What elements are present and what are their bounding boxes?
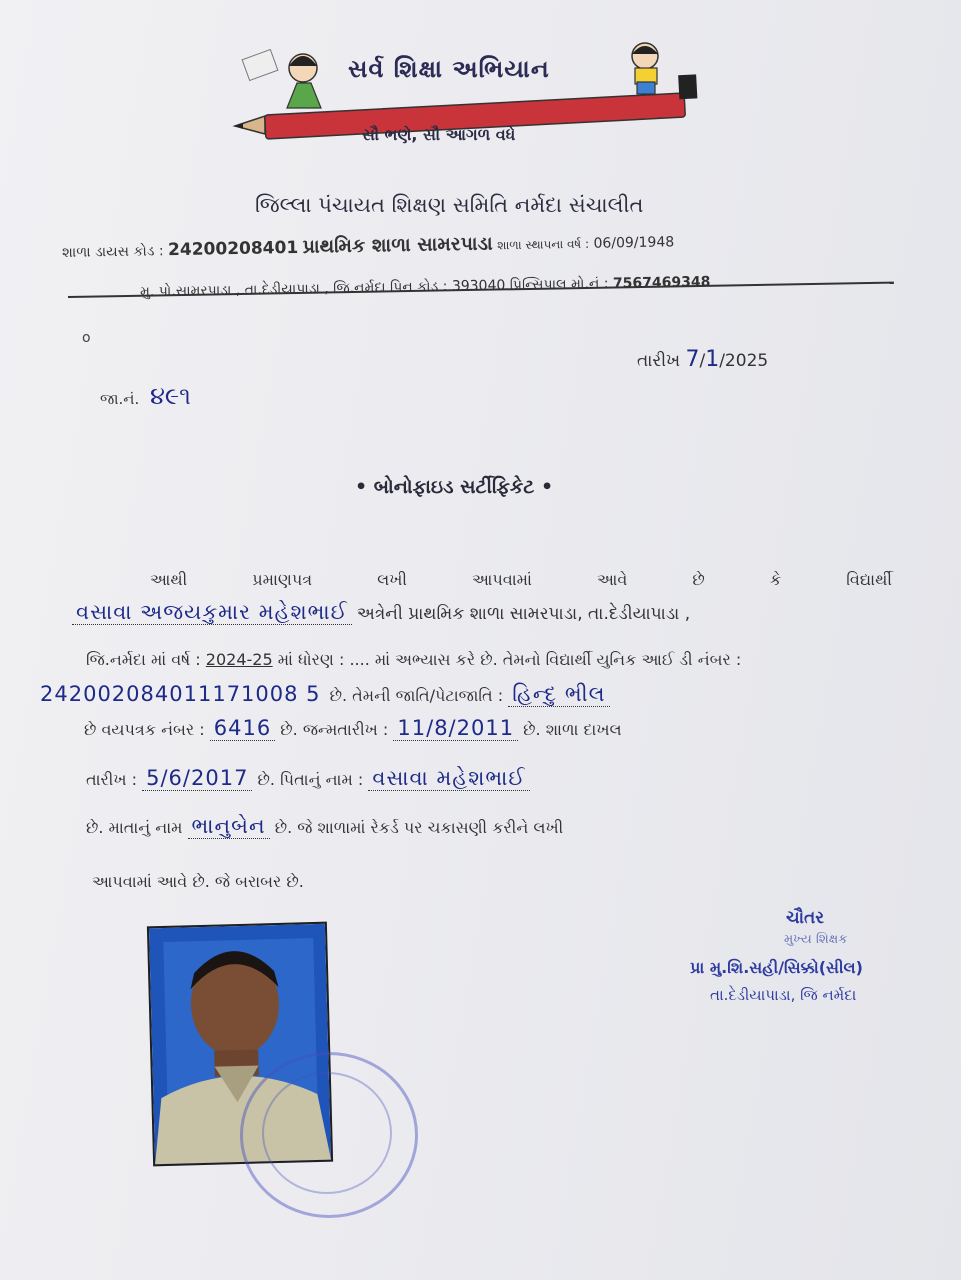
established-label: શાળા સ્થાપના વર્ષ : (497, 236, 590, 253)
school-name: પ્રાથમિક શાળા સામરપાડા (302, 232, 493, 258)
principal-label: પ્રિન્સિપાલ મો.નં : (509, 275, 609, 294)
dise-label: શાળા ડાયસ કોડ : (61, 243, 164, 261)
body-line6 (86, 766, 530, 791)
jn-value: ૪૯૧ (150, 382, 191, 410)
body-line7 (86, 814, 563, 839)
unique-id: 242002084011171008 5 (40, 682, 321, 706)
date-label: તારીખ (637, 351, 681, 371)
admission-label: તારીખ : (86, 770, 138, 789)
stamp-line2: પ્રા મુ.શિ.સહી/સિક્કો(સીલ) (690, 958, 863, 977)
jn-label: જા.નં. (100, 390, 140, 408)
header-line1: જિલ્લા પંચાયત શિક્ષણ સમિતિ નર્મદા સંચાલીત (255, 193, 644, 217)
body-line2 (72, 600, 690, 625)
body-line5 (84, 716, 622, 740)
admission-date: 5/6/2017 (142, 766, 252, 791)
principal-phone: 7567469348 (612, 274, 711, 292)
caste-label: છે. તેમની જાતિ/પેટાજાતિ : (329, 686, 504, 705)
stamp-line3: તા.દેડીયાપાડા, જિ નર્મદા (710, 986, 857, 1004)
academic-year: 2024-25 (205, 650, 273, 669)
father-label: છે. પિતાનું નામ : (257, 770, 364, 789)
body-line7-rest: છે. જે શાળામાં રેકર્ડ પર ચકાસણી કરીને લખી (274, 818, 564, 837)
ring-mark: o (82, 330, 91, 346)
logo-tagline: સૌ ભણે, સૌ આગળ વધે (362, 125, 516, 144)
body-line2-rest: અત્રેની પ્રાથમિક શાળા સામરપાડા, તા.દેડીયાપાડા , (356, 604, 691, 624)
logo-title: સર્વ શિક્ષા અભિયાન (348, 55, 550, 83)
body-line4 (36, 682, 610, 707)
date-year: /2025 (719, 351, 769, 371)
dise-code: 24200208401 (167, 237, 299, 261)
body-line3-rest: માં ધોરણ : .... માં અભ્યાસ કરે છે. તેમનો વિદ્યાર્થી યુનિક આઈ ડી નંબર : (277, 650, 742, 669)
boy-figure-icon (632, 43, 658, 94)
established-date: 06/09/1948 (593, 234, 675, 252)
gr-label: છે વયપત્રક નંબર : (84, 720, 205, 739)
gr-number: 6416 (210, 716, 275, 741)
date: તારીખ 7/1/2025 (637, 347, 769, 372)
father-name: વસાવા મહેશભાઈ (368, 766, 529, 791)
date-of-birth: 11/8/2011 (393, 716, 518, 741)
reference-number (100, 382, 191, 410)
girl-figure-icon (242, 50, 321, 108)
school-seal-inner (262, 1072, 392, 1194)
mother-label: છે. માતાનું નામ (86, 818, 183, 837)
year-label: જિ.નર્મદા માં વર્ષ : (86, 650, 201, 669)
address: મુ. પો.સામરપાડા , તા.દેડીયાપાડા , જિ.નર્મદા પિન કોડ : 393040 (139, 277, 506, 300)
caste-value: હિન્દુ ભીલ (508, 682, 609, 707)
admission-label-start: છે. શાળા દાખલ (523, 720, 622, 739)
date-day: 7 (685, 347, 700, 372)
body-line1: આથી પ્રમાણપત્ર લખી આપવામાં આવે છે કે વિદ્યાર્થી (150, 570, 892, 589)
principal-signature: ચૌતર (786, 908, 825, 928)
stamp-title: મુખ્ય શિક્ષક (784, 932, 848, 947)
header-line2 (62, 229, 675, 262)
student-name: વસાવા અજયકુમાર મહેશભાઈ (72, 600, 352, 625)
certificate-title: • બોનોફાઇડ સર્ટીફિકેટ • (355, 476, 554, 498)
date-month: 1 (705, 347, 720, 372)
dob-label: છે. જન્મતારીખ : (280, 720, 389, 739)
body-line3 (86, 650, 741, 670)
mother-name: ભાનુબેન (188, 814, 270, 839)
body-line8: આપવામાં આવે છે. જે બરાબર છે. (92, 872, 304, 891)
